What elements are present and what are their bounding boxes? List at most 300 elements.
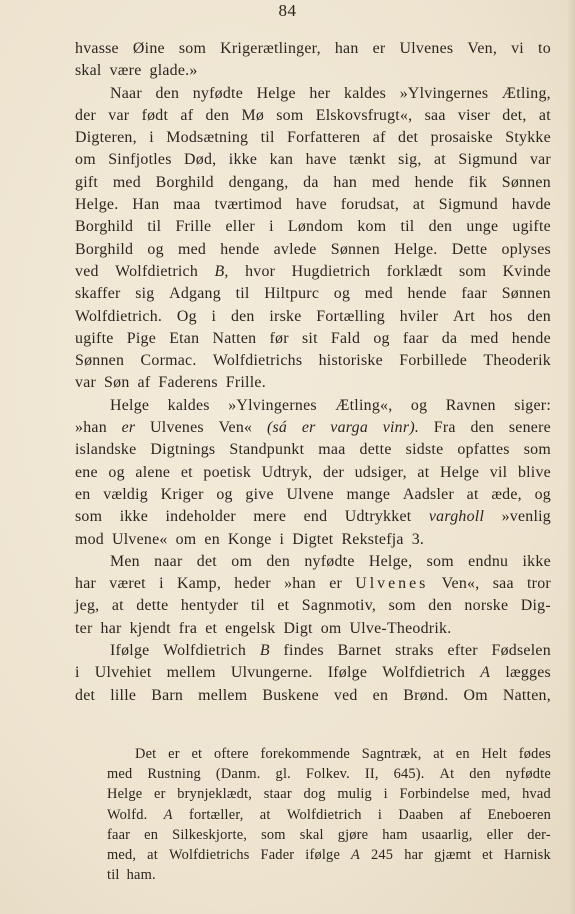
text-line	[75, 194, 551, 216]
word: hvor	[245, 262, 276, 280]
word: som	[459, 262, 487, 280]
word: Hugdietrich	[291, 262, 371, 280]
word: vargholl	[428, 508, 485, 526]
word: nyfødte	[192, 84, 244, 102]
word: endnu	[468, 552, 509, 570]
footnote	[107, 744, 551, 885]
word: hende	[220, 240, 260, 258]
word: i	[159, 575, 164, 593]
word: Pige	[126, 329, 157, 347]
word: prosaiske	[430, 129, 493, 147]
word: han	[333, 173, 358, 191]
word: at	[417, 463, 430, 481]
word: Digtnings	[150, 441, 216, 459]
word: Fald	[330, 329, 361, 347]
word: mulig	[337, 786, 372, 803]
word: til	[400, 218, 415, 236]
word: II,	[364, 766, 379, 783]
word: eller	[225, 218, 255, 236]
word: Udtryk,	[261, 463, 313, 481]
word: Fader	[260, 846, 295, 863]
word: Modsætning	[166, 129, 249, 147]
page-number: 84	[278, 1, 297, 20]
word: Wolfd.	[107, 806, 148, 823]
word: en	[144, 826, 159, 843]
word: ved	[333, 686, 358, 704]
body-text	[75, 38, 551, 707]
word: »venlig	[501, 508, 551, 526]
word: Ven«,	[441, 575, 480, 593]
word: maa	[318, 441, 346, 459]
word: eller	[486, 826, 514, 843]
word: norske	[464, 597, 509, 615]
word: Han	[132, 196, 160, 214]
word: ham.	[126, 867, 156, 884]
word: 645).	[393, 766, 425, 783]
word: mange	[346, 485, 391, 503]
word: saa	[492, 575, 514, 593]
word: at	[466, 485, 479, 503]
word: Borghild	[75, 218, 134, 236]
word: heder	[234, 575, 271, 593]
text-line	[75, 261, 551, 283]
word: forudsat,	[340, 196, 400, 214]
word: det	[398, 129, 419, 147]
text-line	[75, 529, 551, 551]
word: faar	[402, 329, 429, 347]
word: vinr).	[382, 419, 420, 437]
word: Krigerætlinger,	[220, 40, 321, 57]
word: dette	[359, 441, 392, 459]
word: ter	[75, 619, 93, 637]
word: her	[309, 84, 331, 102]
word: Helge.	[75, 196, 119, 214]
text-line	[75, 172, 551, 194]
word: Kvinde	[502, 262, 551, 280]
word: lægges	[505, 664, 551, 682]
word: jeg,	[75, 597, 100, 615]
word: er	[301, 419, 316, 437]
word: efter	[447, 642, 478, 660]
word: Kamp,	[176, 575, 222, 593]
text-line	[75, 149, 551, 171]
word: Wolfdietrichs	[212, 352, 303, 370]
word: Ulvene	[286, 485, 334, 503]
text-line	[75, 640, 551, 662]
word: sig	[135, 285, 155, 303]
word: Wolfdietrich	[286, 806, 362, 823]
word: islandske	[75, 441, 137, 459]
word: unge	[466, 218, 499, 236]
word: Ætling«,	[335, 396, 393, 414]
word: Stykke	[505, 129, 551, 147]
word: opfattes	[457, 441, 510, 459]
word: Løndom	[287, 218, 344, 236]
word: Borghild	[75, 240, 134, 258]
word: Aadsler	[402, 485, 454, 503]
text-line	[75, 618, 551, 640]
word: at	[111, 597, 124, 615]
word: da	[303, 173, 319, 191]
word: Art	[453, 307, 475, 325]
word: skal	[75, 62, 102, 80]
word: at	[434, 151, 446, 169]
word: Konge	[227, 530, 272, 548]
footnote-line	[107, 744, 551, 764]
word: Ætling,	[501, 84, 551, 102]
word: Forbindelse	[399, 786, 470, 803]
word: Rekstefja	[341, 530, 404, 548]
word: Fortælling	[316, 307, 385, 325]
word: med	[364, 285, 393, 303]
word: Wolfdietrich	[163, 642, 247, 660]
word: æde,	[491, 485, 522, 503]
word: af	[459, 806, 472, 823]
word: Wolfdietrichs	[168, 846, 250, 863]
text-line	[75, 439, 551, 461]
word: har	[404, 846, 424, 863]
word: af	[372, 129, 386, 147]
word: hende	[511, 329, 551, 347]
word: et	[180, 463, 193, 481]
word: mellem	[198, 686, 248, 704]
word: ifølge	[305, 846, 341, 863]
word: gift	[75, 173, 99, 191]
text-line	[75, 372, 551, 394]
word: Sønnen	[75, 352, 125, 370]
word: Helge	[110, 396, 150, 414]
word: Død,	[184, 151, 217, 169]
word: senere	[508, 419, 551, 437]
text-line	[75, 595, 551, 617]
word: nyfødte	[304, 552, 355, 570]
word: Ulve-Theodrik.	[349, 619, 452, 637]
word: der	[75, 106, 97, 124]
word: er	[372, 40, 386, 57]
word: Helge.	[394, 240, 438, 258]
word: hende	[414, 173, 454, 191]
word: Udtrykket	[344, 508, 412, 526]
word: Søn	[104, 374, 130, 392]
word: 245	[371, 846, 394, 863]
text-line	[75, 328, 551, 350]
text-line	[75, 506, 551, 528]
text-line	[75, 350, 551, 372]
word: at	[147, 846, 158, 863]
text-line	[75, 216, 551, 238]
word: om	[231, 552, 253, 570]
word: kaldes	[344, 84, 387, 102]
word: ikke	[228, 151, 258, 169]
word: den	[428, 597, 452, 615]
footnote-line	[107, 845, 551, 865]
word: Ifølge	[110, 642, 150, 660]
word: Sigmund	[458, 151, 518, 169]
word: Ven«	[218, 419, 253, 437]
word: til	[107, 867, 120, 884]
word: A	[163, 806, 173, 823]
word: to	[538, 40, 551, 57]
word: historiske	[318, 352, 383, 370]
word: med	[107, 766, 133, 783]
word: indeholder	[165, 508, 236, 526]
word: i	[269, 218, 274, 236]
text-line	[75, 462, 551, 484]
text-line	[75, 662, 551, 684]
text-line	[75, 239, 551, 261]
word: da	[441, 329, 458, 347]
text-line	[75, 60, 551, 82]
word: som	[261, 826, 286, 843]
word: som	[276, 106, 304, 124]
word: Digteren,	[75, 129, 137, 147]
word: Ulvungerne.	[230, 664, 313, 682]
text-line	[75, 83, 551, 105]
word: glade.»	[149, 62, 198, 80]
word: den	[470, 419, 495, 437]
page-edge	[568, 0, 575, 914]
word: Ifølge	[327, 664, 368, 682]
word: af	[137, 374, 151, 392]
word: Buskene	[262, 686, 319, 704]
word: det,	[502, 106, 527, 124]
word: som	[75, 508, 103, 526]
word: gl.	[275, 766, 291, 783]
word: om	[175, 530, 197, 548]
word: Elskovsfrugt«,	[315, 106, 413, 124]
word: med	[470, 329, 499, 347]
word: en	[372, 686, 389, 704]
word: hende	[407, 285, 447, 303]
word: og	[147, 240, 164, 258]
text-line	[75, 484, 551, 506]
word: mellem	[166, 664, 216, 682]
word: dog	[303, 786, 326, 803]
word: Brønd.	[403, 686, 449, 704]
word: hentyder	[180, 597, 239, 615]
word: ugifte	[75, 329, 114, 347]
text-line	[75, 105, 551, 127]
word: lille	[110, 686, 137, 704]
word: (Danm.	[215, 766, 261, 783]
word: der	[323, 463, 345, 481]
word: gjøre	[337, 826, 369, 843]
word: poetisk	[203, 463, 252, 481]
word: have	[305, 151, 337, 169]
word: har	[75, 575, 97, 593]
word: er	[168, 746, 180, 762]
word: oplyses	[501, 240, 551, 258]
word: Men	[110, 552, 140, 570]
word: irske	[269, 307, 302, 325]
word: til	[250, 597, 265, 615]
word: til	[147, 218, 162, 236]
word: Daaben	[398, 806, 444, 823]
word: dette	[136, 597, 169, 615]
word: Wolfdietrich.	[75, 307, 163, 325]
word: det	[196, 552, 217, 570]
word: Barnet	[337, 642, 382, 660]
word: Dette	[451, 240, 488, 258]
word: med	[177, 240, 207, 258]
word: dengang,	[228, 173, 289, 191]
word: tænkt	[349, 151, 386, 169]
word: med,	[481, 786, 511, 803]
word: er	[121, 419, 136, 437]
word: kan	[269, 151, 294, 169]
word: skal	[299, 826, 324, 843]
word: mere	[253, 508, 287, 526]
text-line	[75, 551, 551, 573]
word: en	[204, 530, 220, 548]
word: Forfatteren	[287, 129, 361, 147]
word: brynjeklædt,	[177, 786, 253, 803]
word: B	[259, 642, 270, 660]
text-line	[75, 685, 551, 707]
word: og	[373, 329, 390, 347]
text-line	[75, 417, 551, 439]
word: faar	[107, 826, 131, 843]
word: Ulvehiet	[94, 664, 152, 682]
word: fødes	[518, 746, 551, 762]
word: et	[205, 619, 218, 637]
word: var	[529, 151, 551, 169]
word: fra	[178, 619, 198, 637]
word: er	[329, 575, 343, 593]
word: Mø	[241, 106, 265, 124]
footnote-line	[107, 805, 551, 825]
word: Sagntræk,	[361, 746, 422, 762]
word: nyfødte	[505, 766, 551, 783]
word: staar	[263, 786, 292, 803]
text-line	[75, 283, 551, 305]
word: tror	[527, 575, 551, 593]
word: han	[334, 40, 359, 57]
word: Ven,	[467, 40, 498, 57]
word: findes	[283, 642, 324, 660]
word: end	[303, 508, 328, 526]
word: gjæmt	[434, 846, 472, 863]
word: ham	[382, 826, 408, 843]
word: før	[269, 329, 289, 347]
word: ikke	[119, 508, 149, 526]
word: været	[109, 575, 146, 593]
word: »Ylvingernes	[399, 84, 489, 102]
word: som	[388, 597, 416, 615]
word: Standpunkt	[229, 441, 305, 459]
word: i	[383, 786, 388, 803]
word: vældig	[103, 485, 148, 503]
word: have	[295, 196, 327, 214]
word: den	[428, 218, 453, 236]
word: var	[108, 106, 130, 124]
word: et	[191, 746, 203, 762]
word: Wolfdietrich	[115, 262, 199, 280]
word: til	[235, 285, 250, 303]
word: Frille	[175, 218, 212, 236]
word: Sinfjotles	[108, 151, 172, 169]
word: som	[178, 40, 207, 57]
word: saa	[424, 106, 446, 124]
word: som	[523, 441, 551, 459]
text-line	[75, 38, 551, 60]
footnote-line	[107, 865, 551, 885]
word: Helge	[439, 463, 480, 481]
word: sit	[301, 329, 318, 347]
word: Silkeskjorte,	[172, 826, 248, 843]
word: i	[75, 664, 80, 682]
word: Cormac.	[140, 352, 197, 370]
word: Forbillede	[399, 352, 468, 370]
word: kjendt	[129, 619, 171, 637]
word: siger:	[514, 396, 551, 414]
text-line	[75, 395, 551, 417]
text-line	[75, 573, 551, 595]
word: om	[320, 619, 342, 637]
word: Digtet	[292, 530, 334, 548]
word: den	[205, 106, 230, 124]
word: Øine	[132, 40, 165, 57]
word: faar	[461, 285, 488, 303]
word: Om	[463, 686, 488, 704]
word: født	[141, 106, 169, 124]
word: Wolfdietrich	[382, 664, 466, 682]
word: Natten,	[502, 686, 551, 704]
word: Digt	[283, 619, 313, 637]
word: en	[75, 485, 91, 503]
word: og	[534, 485, 551, 503]
word: var	[75, 374, 97, 392]
word: Sønnen	[501, 173, 551, 191]
word: Helge	[256, 84, 296, 102]
word: det	[75, 686, 96, 704]
word: Naar	[110, 84, 142, 102]
word: har	[100, 619, 122, 637]
word: kom	[357, 218, 387, 236]
word: Sønnen	[330, 240, 380, 258]
word: Etan	[169, 329, 200, 347]
word: Og	[176, 307, 197, 325]
word: skaffer	[75, 285, 121, 303]
word: forklædt	[386, 262, 443, 280]
word: at	[538, 106, 551, 124]
word: ikke	[522, 552, 551, 570]
word: engelsk	[225, 619, 276, 637]
word: at	[259, 806, 271, 823]
word: Faderens	[158, 374, 218, 392]
word: sidste	[405, 441, 444, 459]
word: Ravnen	[445, 396, 496, 414]
word: ved	[75, 262, 99, 280]
word: »han	[75, 419, 107, 437]
word: Eneboeren	[487, 806, 551, 823]
word: i	[377, 806, 383, 823]
word: Det	[135, 746, 157, 762]
word: sig,	[398, 151, 422, 169]
word: Helge	[107, 786, 143, 803]
word: af	[180, 106, 194, 124]
word: og	[410, 396, 428, 414]
word: Sigmund	[438, 196, 498, 214]
footnote-line	[107, 825, 551, 845]
word: der-	[527, 826, 551, 843]
word: At	[439, 766, 455, 783]
word: havde	[511, 196, 551, 214]
word: Folkev.	[305, 766, 350, 783]
word: og	[216, 485, 233, 503]
word: vil	[489, 463, 508, 481]
word: hvad	[522, 786, 551, 803]
